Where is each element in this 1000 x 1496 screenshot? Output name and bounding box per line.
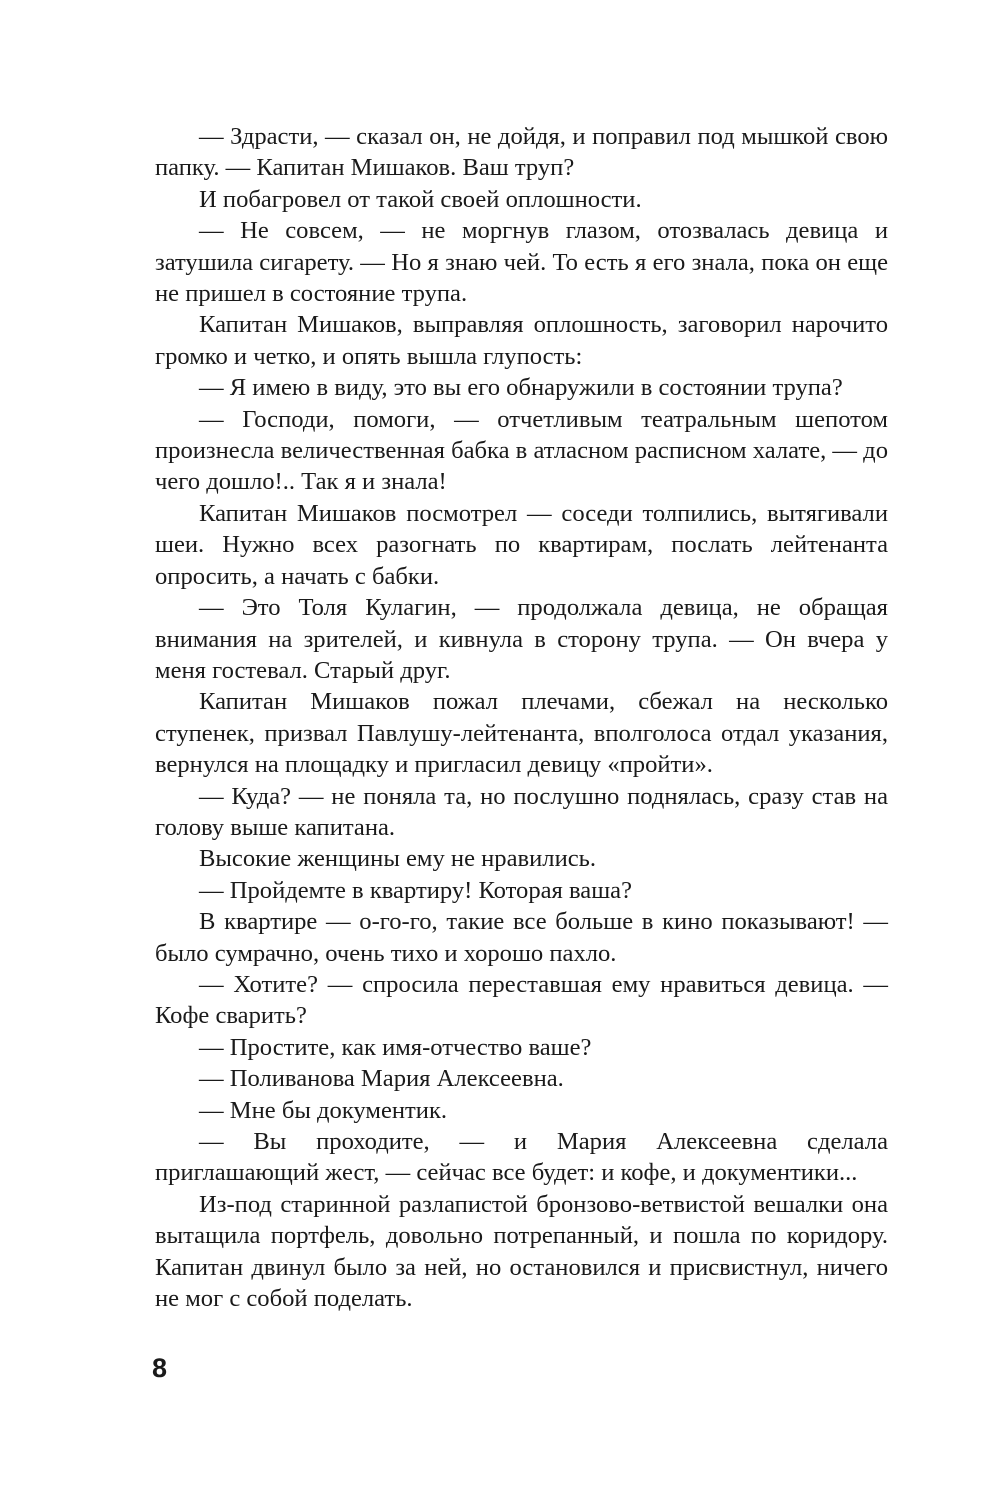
paragraph: — Вы проходите, — и Мария Алексеевна сделала приглашающий жест, — сейчас все будет: и кофе, и документики...	[155, 1128, 888, 1187]
paragraph: — Хотите? — спросила переставшая ему нравиться девица. — Кофе сварить?	[155, 970, 888, 1030]
paragraph: — Простите, как имя-отчество ваше?	[199, 1033, 592, 1061]
paragraph: — Пройдемте в квартиру! Которая ваша?	[199, 876, 632, 904]
paragraph: — Я имею в виду, это вы его обнаружили в состоянии трупа?	[199, 374, 843, 402]
paragraph: Капитан Мишаков, выправляя оплошность, заговорил нарочито громко и четко, и опять вышла глупость:	[155, 311, 888, 370]
paragraph: Из-под старинной разлапистой бронзово-ветвистой вешалки она вытащила портфель, довольно потрепанный, и пошла по коридору. Капитан двинул было за ней, но остановился и присвистнул, ничего не мог с собой поделать.	[155, 1190, 888, 1313]
paragraph: — Куда? — не поняла та, но послушно поднялась, сразу став на голову выше капитана.	[155, 782, 888, 841]
paragraph: — Мне бы документик.	[199, 1096, 448, 1124]
paragraph: — Не совсем, — не моргнув глазом, отозвалась девица и затушила сигарету. — Но я знаю чей. То есть я его знала, пока он еще не пришел в состояние трупа.	[155, 217, 888, 308]
paragraph: — Это Толя Кулагин, — продолжала девица, не обращая внимания на зрителей, и кивнула в сторону трупа. — Он вчера у меня гостевал. Старый друг.	[155, 594, 888, 684]
paragraph: — Здрасти, — сказал он, не дойдя, и поправил под мышкой свою папку. — Капитан Мишаков. Ваш труп?	[155, 123, 888, 182]
body-text	[155, 121, 888, 1314]
paragraph: Капитан Мишаков пожал плечами, сбежал на несколько ступенек, призвал Павлушу-лейтенанта, вполголоса отдал указания, вернулся на площадку и пригласил девицу «пройти».	[155, 688, 888, 779]
paragraph: — Господи, помоги, — отчетливым театральным шепотом произнесла величественная бабка в атласном расписном халате, — до чего дошло!.. Так я и знала!	[155, 405, 888, 496]
page-number: 8	[152, 1353, 168, 1383]
paragraph: В квартире — о-го-го, такие все больше в кино показывают! — было сумрачно, очень тихо и хорошо пахло.	[155, 908, 888, 967]
paragraph: И побагровел от такой своей оплошности.	[199, 185, 642, 213]
paragraph: Высокие женщины ему не нравились.	[199, 845, 597, 873]
paragraph: — Поливанова Мария Алексеевна.	[199, 1065, 564, 1093]
paragraph: Капитан Мишаков посмотрел — соседи толпились, вытягивали шеи. Нужно всех разогнать по квартирам, послать лейтенанта опросить, а начать с бабки.	[155, 499, 888, 590]
